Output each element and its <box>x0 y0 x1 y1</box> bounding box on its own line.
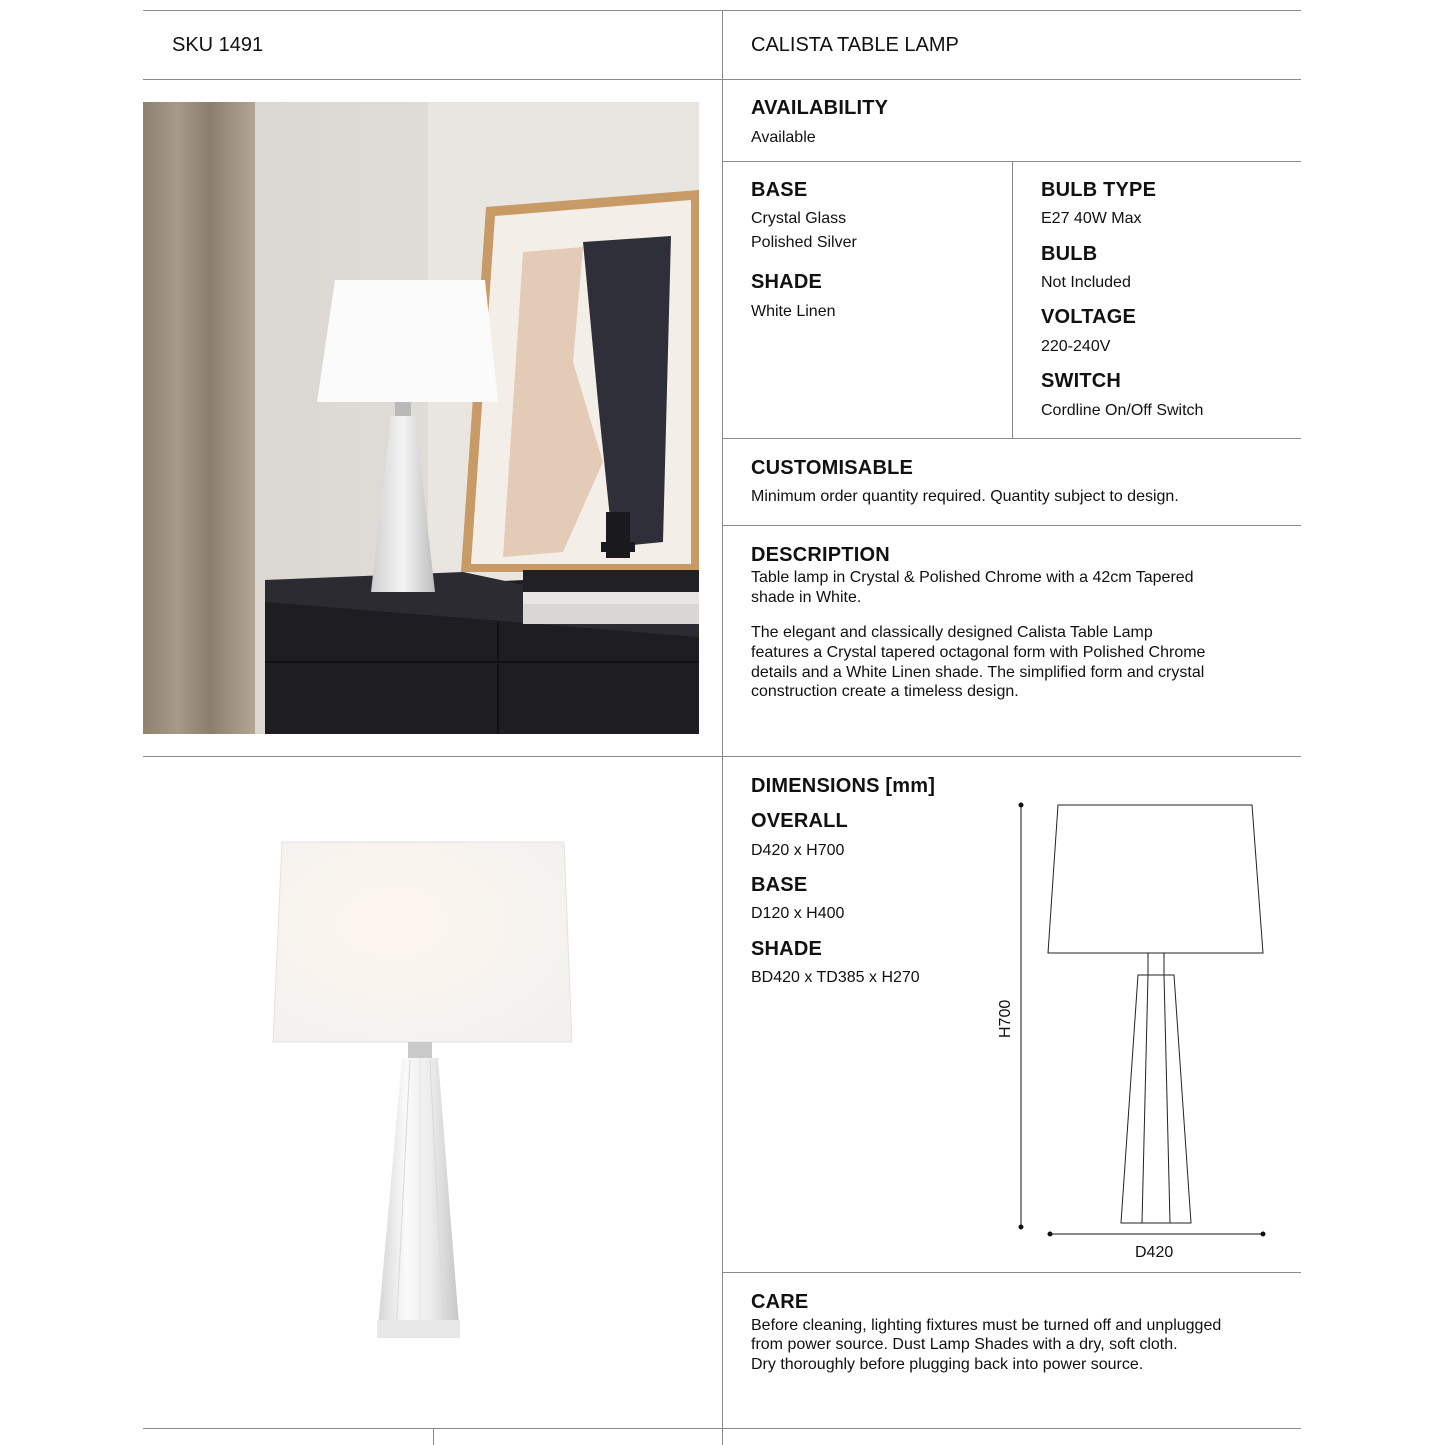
center-divider <box>722 10 723 1445</box>
base-heading: BASE <box>751 179 808 201</box>
base-line-2: Polished Silver <box>751 234 857 251</box>
dim-base-heading: BASE <box>751 874 808 896</box>
height-dimension-line <box>1019 803 1023 1229</box>
dimension-drawing <box>990 795 1280 1265</box>
decor-object <box>601 512 635 558</box>
lamp-base <box>377 1058 460 1338</box>
sku-label: SKU 1491 <box>172 34 264 56</box>
shade-heading: SHADE <box>751 271 823 293</box>
specs-divider <box>1012 161 1013 439</box>
availability-heading: AVAILABILITY <box>751 97 889 119</box>
description-line-6: construction create a timeless design. <box>751 683 1019 700</box>
specs-rule <box>723 438 1301 439</box>
description-heading: DESCRIPTION <box>751 544 890 566</box>
description-rule <box>143 756 1301 757</box>
voltage-heading: VOLTAGE <box>1041 306 1137 328</box>
care-line-3: Dry thoroughly before plugging back into power source. <box>751 1356 1144 1373</box>
lamp-shade <box>273 842 572 1042</box>
height-label: H700 <box>997 999 1014 1038</box>
bulb-type-value: E27 40W Max <box>1041 210 1142 227</box>
overall-heading: OVERALL <box>751 810 848 832</box>
dim-base-value: D120 x H400 <box>751 905 845 922</box>
bottom-tick <box>433 1428 434 1445</box>
care-line-2: from power source. Dust Lamp Shades with a dry, soft cloth. <box>751 1336 1178 1353</box>
voltage-value: 220-240V <box>1041 338 1111 355</box>
lamp-outline <box>1048 805 1263 1223</box>
customisable-value: Minimum order quantity required. Quantity subject to design. <box>751 488 1179 505</box>
dimensions-rule <box>723 1272 1301 1273</box>
product-title: CALISTA TABLE LAMP <box>751 34 959 56</box>
availability-value: Available <box>751 129 816 146</box>
dim-shade-value: BD420 x TD385 x H270 <box>751 969 920 986</box>
lamp-base-foot <box>377 1320 460 1338</box>
lamp-fitting <box>408 1042 432 1058</box>
bottom-rule <box>143 1428 1301 1429</box>
description-line-4: features a Crystal tapered octagonal form with Polished Chrome <box>751 644 1206 661</box>
care-heading: CARE <box>751 1291 809 1313</box>
care-line-1: Before cleaning, lighting fixtures must be turned off and unplugged <box>751 1317 1222 1334</box>
books <box>523 570 699 624</box>
description-line-3: The elegant and classically designed Calista Table Lamp <box>751 624 1153 641</box>
product-photo <box>262 830 582 1350</box>
width-dimension-line <box>1048 1232 1265 1236</box>
customisable-rule <box>723 525 1301 526</box>
overall-value: D420 x H700 <box>751 842 845 859</box>
curtain <box>143 102 255 734</box>
dim-shade-heading: SHADE <box>751 938 823 960</box>
switch-value: Cordline On/Off Switch <box>1041 402 1204 419</box>
switch-heading: SWITCH <box>1041 370 1122 392</box>
dimensions-heading: DIMENSIONS [mm] <box>751 775 936 797</box>
description-line-5: details and a White Linen shade. The simplified form and crystal <box>751 664 1205 681</box>
bulb-heading: BULB <box>1041 243 1098 265</box>
customisable-heading: CUSTOMISABLE <box>751 457 914 479</box>
shade-value: White Linen <box>751 303 836 320</box>
bulb-value: Not Included <box>1041 274 1131 291</box>
artwork-frame <box>461 190 699 572</box>
description-line-2: shade in White. <box>751 589 862 606</box>
width-label: D420 <box>1135 1244 1174 1261</box>
lifestyle-photo <box>143 102 699 734</box>
description-line-1: Table lamp in Crystal & Polished Chrome with a 42cm Tapered <box>751 569 1194 586</box>
bulb-type-heading: BULB TYPE <box>1041 179 1157 201</box>
base-line-1: Crystal Glass <box>751 210 847 227</box>
